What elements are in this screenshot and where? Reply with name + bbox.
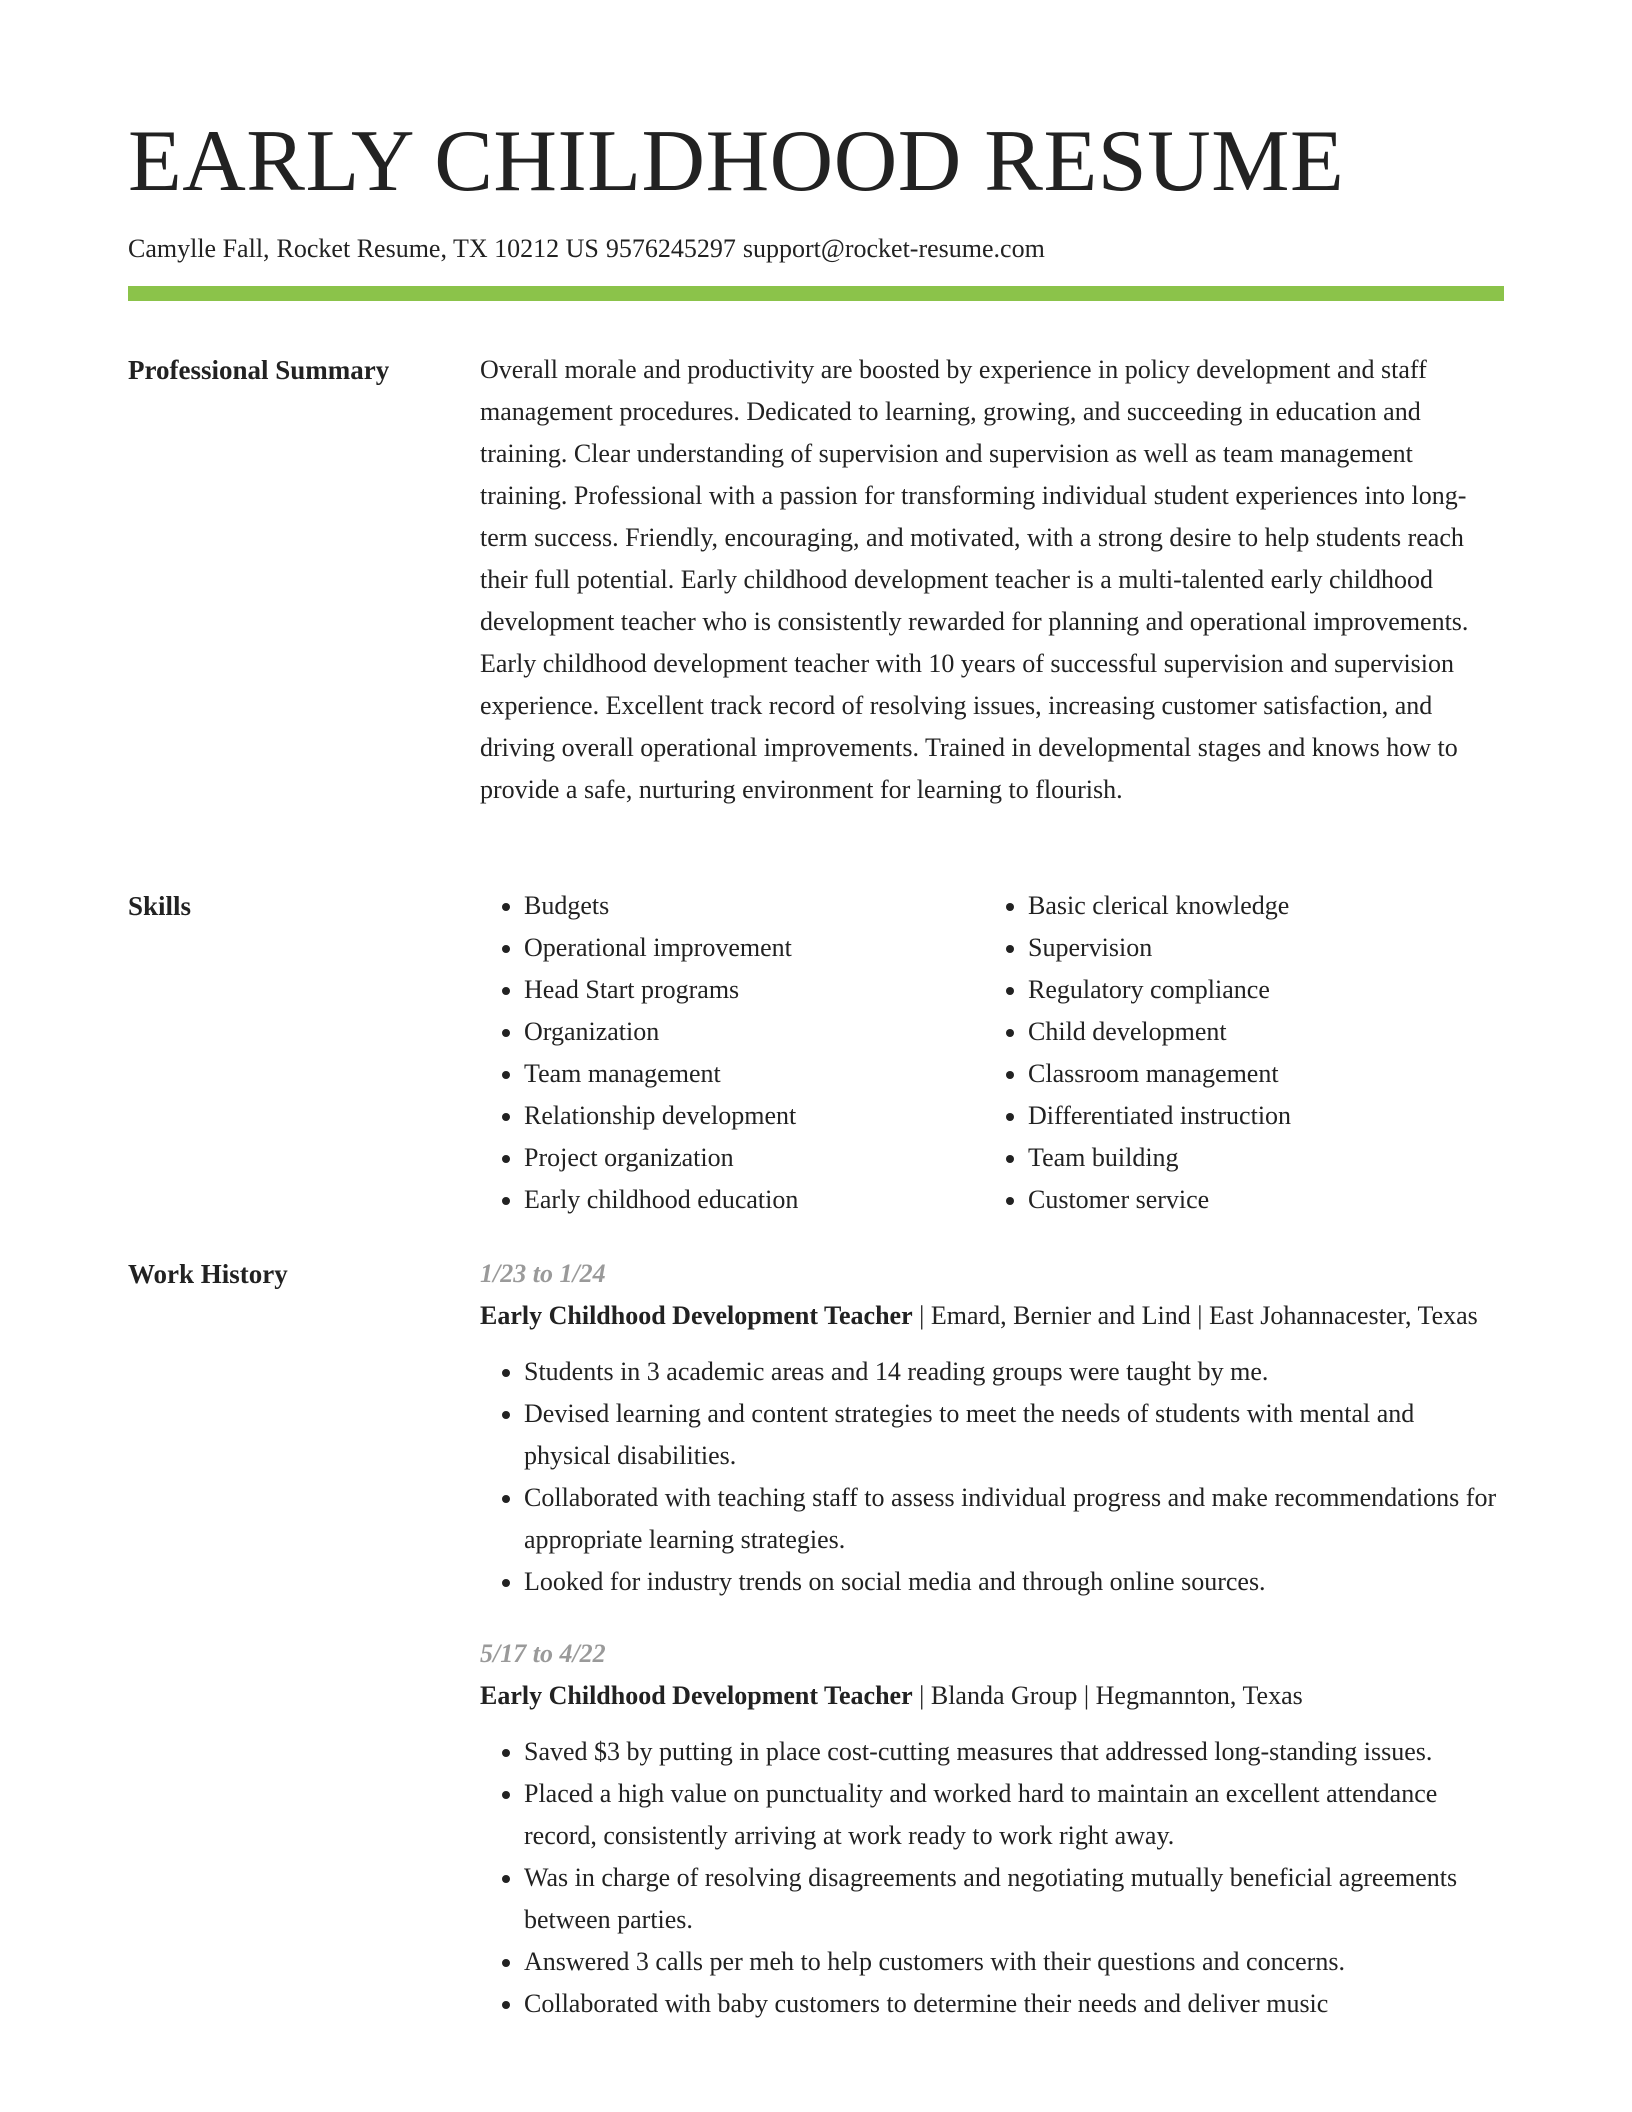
skill-item: • Relationship development (524, 1095, 984, 1137)
skill-item: • Budgets (524, 885, 984, 927)
summary-body (480, 349, 1504, 811)
job-bullet: • Saved $3 by putting in place cost-cutting measures that addressed long-standing issues. (524, 1731, 1504, 1773)
job-bullet: • Collaborated with baby customers to determine their needs and deliver music (524, 1983, 1504, 2025)
skill-item: • Head Start programs (524, 969, 984, 1011)
skills-list-right (984, 885, 1488, 1221)
skill-item: • Supervision (1028, 927, 1488, 969)
job-bullet: • Devised learning and content strategies to meet the needs of students with mental and physical disabilities. (524, 1393, 1504, 1477)
job-bullet: • Was in charge of resolving disagreements and negotiating mutually beneficial agreements between parties. (524, 1857, 1504, 1941)
skill-item: • Regulatory compliance (1028, 969, 1488, 1011)
job-bullet: • Students in 3 academic areas and 14 reading groups were taught by me. (524, 1351, 1504, 1393)
skill-item: • Basic clerical knowledge (1028, 885, 1488, 927)
job-entry (480, 1633, 1504, 2025)
skill-item: • Operational improvement (524, 927, 984, 969)
job-bullet-list (480, 1351, 1504, 1603)
job-title: Early Childhood Development Teacher (480, 1681, 913, 1710)
job-bullet: • Looked for industry trends on social media and through online sources. (524, 1561, 1504, 1603)
contact-address: Rocket Resume, TX 10212 US (276, 234, 599, 263)
job-dates: 5/17 to 4/22 (480, 1639, 606, 1668)
job-title: Early Childhood Development Teacher (480, 1301, 913, 1330)
skills-list-left (480, 885, 984, 1221)
section-label-skills: Skills (128, 891, 192, 921)
section-label-work-history: Work History (128, 1259, 288, 1289)
skills-body (480, 885, 1504, 1221)
skill-item: • Team building (1028, 1137, 1488, 1179)
job-entry (480, 1253, 1504, 1603)
skill-item: • Early childhood education (524, 1179, 984, 1221)
job-employer-location: | Blanda Group | Hegmannton, Texas (912, 1681, 1303, 1710)
skill-item: • Project organization (524, 1137, 984, 1179)
job-bullet: • Collaborated with teaching staff to assess individual progress and make recommendations for appropriate learning strategies. (524, 1477, 1504, 1561)
skill-item: • Customer service (1028, 1179, 1488, 1221)
skill-item: • Organization (524, 1011, 984, 1053)
section-label-summary: Professional Summary (128, 355, 390, 385)
skill-item: • Team management (524, 1053, 984, 1095)
skill-item: • Classroom management (1028, 1053, 1488, 1095)
job-employer-location: | Emard, Bernier and Lind | East Johannacester, Texas (912, 1301, 1478, 1330)
job-bullet: • Answered 3 calls per meh to help customers with their questions and concerns. (524, 1941, 1504, 1983)
contact-line (128, 232, 1045, 266)
skill-item: • Child development (1028, 1011, 1488, 1053)
contact-email: support@rocket-resume.com (742, 234, 1045, 263)
job-title-line (480, 1675, 1504, 1717)
job-bullet-list (480, 1731, 1504, 2025)
skill-item: • Differentiated instruction (1028, 1095, 1488, 1137)
job-dates: 1/23 to 1/24 (480, 1259, 606, 1288)
accent-divider (128, 286, 1504, 301)
job-bullet: • Placed a high value on punctuality and worked hard to maintain an excellent attendance record, consistently arriving at work ready to work right away. (524, 1773, 1504, 1857)
job-title-line (480, 1295, 1504, 1337)
contact-name: Camylle Fall, (128, 234, 270, 263)
work-history-body (480, 1253, 1504, 2055)
resume-title: EARLY CHILDHOOD RESUME (128, 113, 1345, 210)
contact-phone: 9576245297 (605, 234, 736, 263)
summary-text: Overall morale and productivity are boosted by experience in policy development and staff management procedures. Dedicated to learning, growing, and succeeding in education and training. Clear understanding of supervision and supervision as well as team management training. Professional with a passion for transforming individual student experiences into long-term success. Friendly, encouraging, and motivated, with a strong desire to help students reach their full potential. Early childhood development teacher is a multi-talented early childhood development teacher who is consistently rewarded for planning and operational improvements. Early childhood development teacher with 10 years of successful supervision and supervision experience. Excellent track record of resolving issues, increasing customer satisfaction, and driving overall operational improvements. Trained in developmental stages and knows how to provide a safe, nurturing environment for learning to flourish. (480, 355, 1469, 804)
